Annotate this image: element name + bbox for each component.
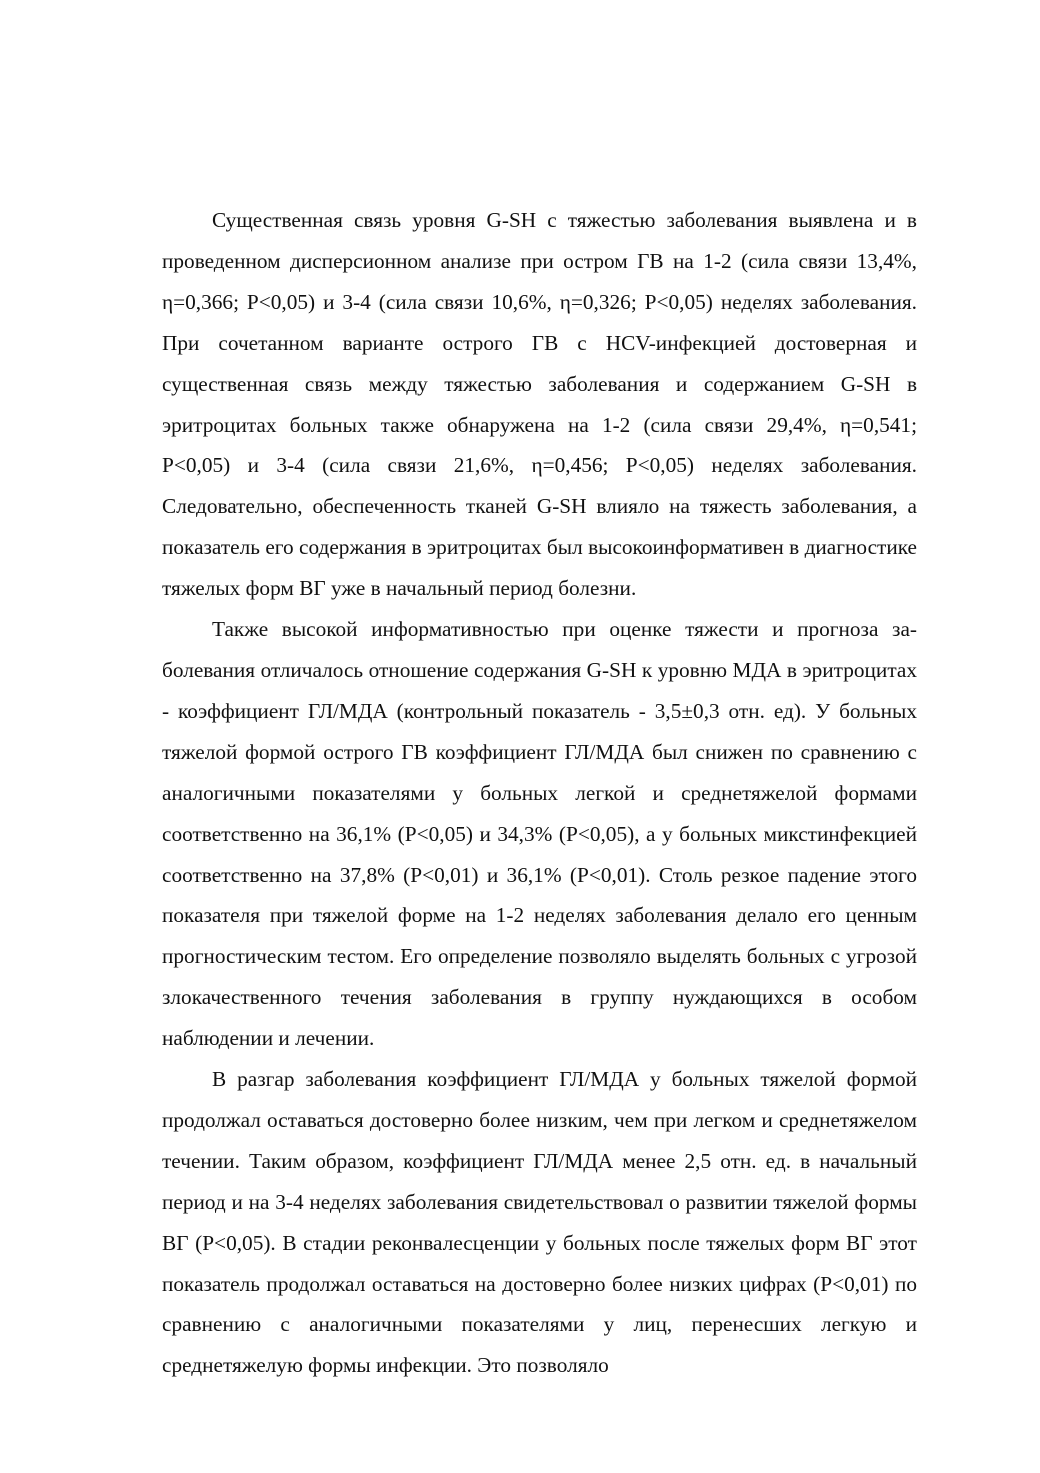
paragraph-3: В разгар заболевания коэффициент ГЛ/МДА у больных тяжелой формой продолжал оставаться достоверно более низким, чем при легком и среднетяжелом течении. Таким образом, коэффициент ГЛ/МДА менее 2,5 отн. ед. в начальный период и на 3-4 неделях заболевания свидетельствовал о развитии тяжелой формы ВГ (P<0,05). В стадии реконвалесценции у больных после тяжелых форм ВГ этот показатель продолжал оставаться на достоверно более низких цифрах (P<0,01) по сравнению с аналогичными показателями у лиц, перенесших легкую и среднетяжелую формы инфекции. Это позволяло <box>162 1067 917 1378</box>
paragraph-1: Существенная связь уровня G-SH с тяжестью заболевания выявлена и в проведенном дисперсионном анализе при остром ГВ на 1-2 (сила связи 13,4%, η=0,366; P<0,05) и 3-4 (сила связи 10,6%, η=0,326; P<0,05) неделях заболевания. При сочетанном варианте острого ГВ с HCV-инфекцией достоверная и существенная связь между тяжестью заболевания и содержанием G-SH в эритроцитах больных также обнаружена на 1-2 (сила связи 29,4%, η=0,541; P<0,05) и 3-4 (сила связи 21,6%, η=0,456; P<0,05) неделях заболевания. Следовательно, обеспеченность тканей G-SH влияло на тяжесть заболевания, а показатель его содержания в эритроцитах был высокоинформативен в диагностике тяжелых форм ВГ уже в начальный период болезни. <box>162 208 917 601</box>
paragraph-2: Также высокой информативностью при оценке тяжести и прогноза заболевания отличалось отношение содержания G-SH к уровню МДА в эритроцитах - коэффициент ГЛ/МДА (контрольный показатель - 3,5±0,3 отн. ед). У больных тяжелой формой острого ГВ коэффициент ГЛ/МДА был снижен по сравнению с аналогичными показателями у больных легкой и среднетяжелой формами соответственно на 36,1% (P<0,05) и 34,3% (P<0,05), а у больных микстинфекцией соответственно на 37,8% (P<0,01) и 36,1% (P<0,01). Столь резкое падение этого показателя при тяжелой форме на 1-2 неделях заболевания делало его ценным прогностическим тестом. Его определение позволяло выделять больных с угрозой злокачественного течения заболевания в группу нуждающихся в особом наблюдении и лечении. <box>162 617 917 1051</box>
document-page <box>162 200 917 1386</box>
